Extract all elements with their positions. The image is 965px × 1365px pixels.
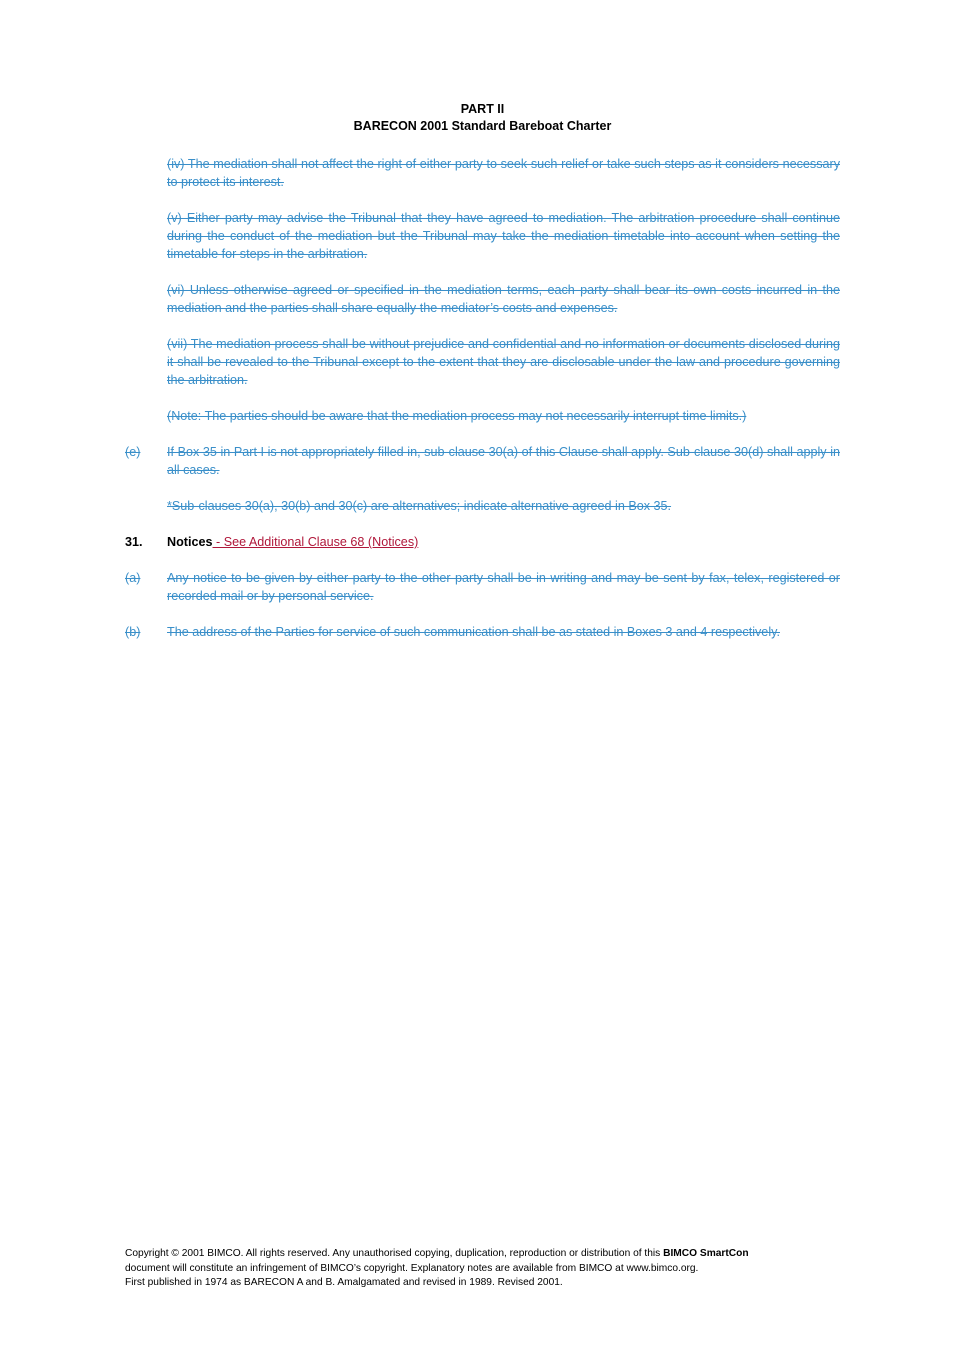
- smartcon-brand: BIMCO SmartCon: [663, 1248, 749, 1259]
- subclause-e: [125, 443, 840, 479]
- page-header: [0, 101, 965, 135]
- copyright-footer: [125, 1247, 845, 1291]
- subclause-e-text: If Box 35 in Part I is not appropriately filled in, sub-clause 30(a) of this Clause shall apply. Sub-clause 30(d) shall apply in all cases.: [167, 445, 840, 477]
- document-body: [125, 155, 840, 641]
- clause-31-heading: [125, 533, 840, 551]
- paragraph-v: (v) Either party may advise the Tribunal that they have agreed to mediation. The arbitration procedure shall continue during the conduct of the mediation but the Tribunal may take the mediation timetable into account when setting the timetable for steps in the arbitration.: [167, 211, 840, 261]
- footer-line-2: document will constitute an infringement of BIMCO’s copyright. Explanatory notes are available from BIMCO at www.bimco.org.: [125, 1262, 699, 1274]
- mediation-note: (Note: The parties should be aware that the mediation process may not necessarily interrupt time limits.): [167, 409, 747, 423]
- subclause-a: [125, 569, 840, 605]
- subclause-a-text: Any notice to be given by either party to the other party shall be in writing and may be sent by fax, telex, registered or recorded mail or by personal service.: [167, 571, 840, 603]
- paragraph-iv: (iv) The mediation shall not affect the right of either party to seek such relief or take such steps as it considers necessary to protect its interest.: [167, 157, 840, 189]
- subclause-b-text: The address of the Parties for service of such communication shall be as stated in Boxes 3 and 4 respectively.: [167, 625, 780, 639]
- alternatives-note: *Sub-clauses 30(a), 30(b) and 30(c) are alternatives; indicate alternative agreed in Box 35.: [167, 499, 672, 513]
- footer-line-3: First published in 1974 as BARECON A and B. Amalgamated and revised in 1989. Revised 2001.: [125, 1277, 563, 1288]
- clause-31-number: 31.: [125, 535, 143, 549]
- subclause-a-number: (a): [125, 571, 141, 585]
- document-title: BARECON 2001 Standard Bareboat Charter: [353, 119, 612, 133]
- subclause-b: [125, 623, 840, 641]
- paragraph-vi: (vi) Unless otherwise agreed or specified in the mediation terms, each party shall bear its own costs incurred in the mediation and the parties shall share equally the mediator’s costs and expenses.: [167, 283, 840, 315]
- footer-line-1: Copyright © 2001 BIMCO. All rights reserved. Any unauthorised copying, duplication, reproduction or distribution of this: [125, 1248, 664, 1259]
- subclause-e-number: (e): [125, 445, 141, 459]
- additional-clause-reference: - See Additional Clause 68 (Notices): [212, 535, 419, 549]
- part-label: PART II: [460, 102, 505, 116]
- clause-31-title: Notices: [167, 535, 213, 549]
- subclause-b-number: (b): [125, 625, 141, 639]
- paragraph-vii: (vii) The mediation process shall be without prejudice and confidential and no information or documents disclosed during it shall be revealed to the Tribunal except to the extent that they are disclosable under the law and procedure governing the arbitration.: [167, 337, 840, 387]
